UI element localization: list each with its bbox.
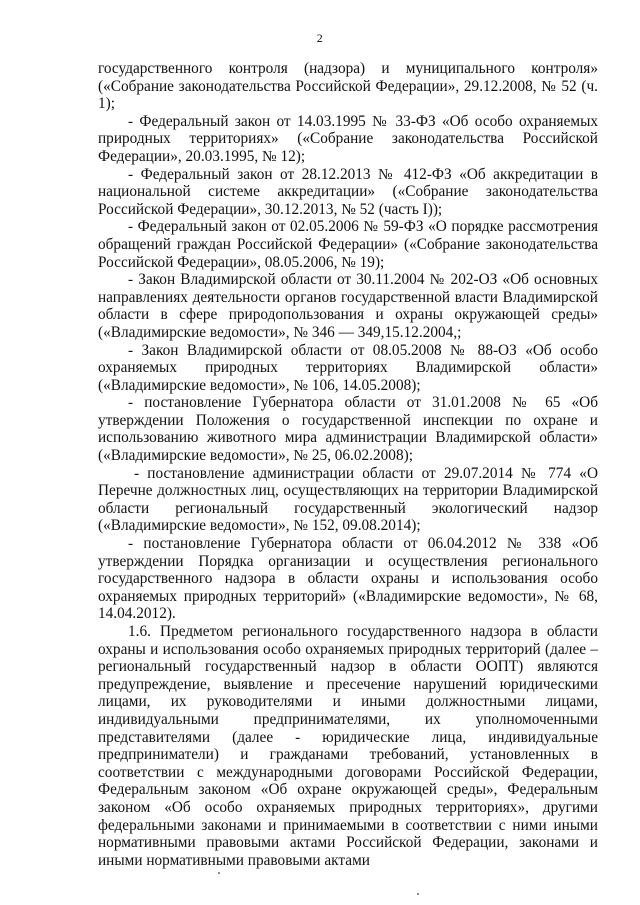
- page-number: 2: [316, 31, 324, 45]
- paragraph: - Федеральный закон от 02.05.2006 № 59-ФЗ «О порядке рассмотрения обращений граждан Российской Федерации» («Собрание законодательства Российской Федерации», 08.05.2006, № 19);: [98, 218, 598, 271]
- paragraph: - постановление Губернатора области от 06.04.2012 № 338 «Об утверждении Порядка организации и осуществления регионального государственного надзора в области охраны и использования особо охраняемых природных территорий» («Владимирские ведомости», № 68, 14.04.2012).: [98, 535, 598, 623]
- paragraph: - Закон Владимирской области от 30.11.2004 № 202-ОЗ «Об основных направлениях деятельности органов государственной власти Владимирской области в сфере природопользования и охраны окружающей среды» («Владимирские ведомости», № 346 — 349,15.12.2004,;: [98, 271, 598, 341]
- scan-speck: [417, 893, 419, 895]
- paragraph: государственного контроля (надзора) и муниципального контроля» («Собрание законодательства Российской Федерации», 29.12.2008, № 52 (ч. 1);: [98, 60, 598, 113]
- paragraph: - Федеральный закон от 28.12.2013 № 412-ФЗ «Об аккредитации в национальной системе аккредитации» («Собрание законодательства Российской Федерации», 30.12.2013, № 52 (часть I));: [98, 165, 598, 218]
- scan-speck: [218, 872, 220, 874]
- paragraph: - Федеральный закон от 14.03.1995 № 33-ФЗ «Об особо охраняемых природных территориях» («Собрание законодательства Российской Федерации», 20.03.1995, № 12);: [98, 112, 598, 165]
- body-text: [98, 60, 598, 869]
- paragraph: 1.6. Предметом регионального государственного надзора в области охраны и использования особо охраняемых природных территорий (далее – региональный государственный надзор в области ООПТ) являются предупреждение, выявление и пресечение нарушений юридическими лицами, их руководителями и иными должностными лицами, индивидуальными предпринимателями, их уполномоченными представителями (далее - юридические лица, индивидуальные предприниматели) и гражданами требований, установленных в соответствии с международными договорами Российской Федерации, Федеральным законом «Об охране окружающей среды», Федеральным законом «Об особо охраняемых природных территориях», другими федеральными законами и принимаемыми в соответствии с ними иными нормативными правовыми актами Российской Федерации, законами и иными нормативными правовыми актами: [98, 623, 598, 869]
- paragraph: - постановление администрации области от 29.07.2014 № 774 «О Перечне должностных лиц, осуществляющих на территории Владимирской области региональный государственный экологический надзор («Владимирские ведомости», № 152, 09.08.2014);: [98, 464, 598, 535]
- paragraph: - Закон Владимирской области от 08.05.2008 № 88-ОЗ «Об особо охраняемых природных территориях Владимирской области» («Владимирские ведомости», № 106, 14.05.2008);: [98, 341, 598, 394]
- paragraph: - постановление Губернатора области от 31.01.2008 № 65 «Об утверждении Положения о государственной инспекции по охране и использованию животного мира администрации Владимирской области» («Владимирские ведомости», № 25, 06.02.2008);: [98, 394, 598, 465]
